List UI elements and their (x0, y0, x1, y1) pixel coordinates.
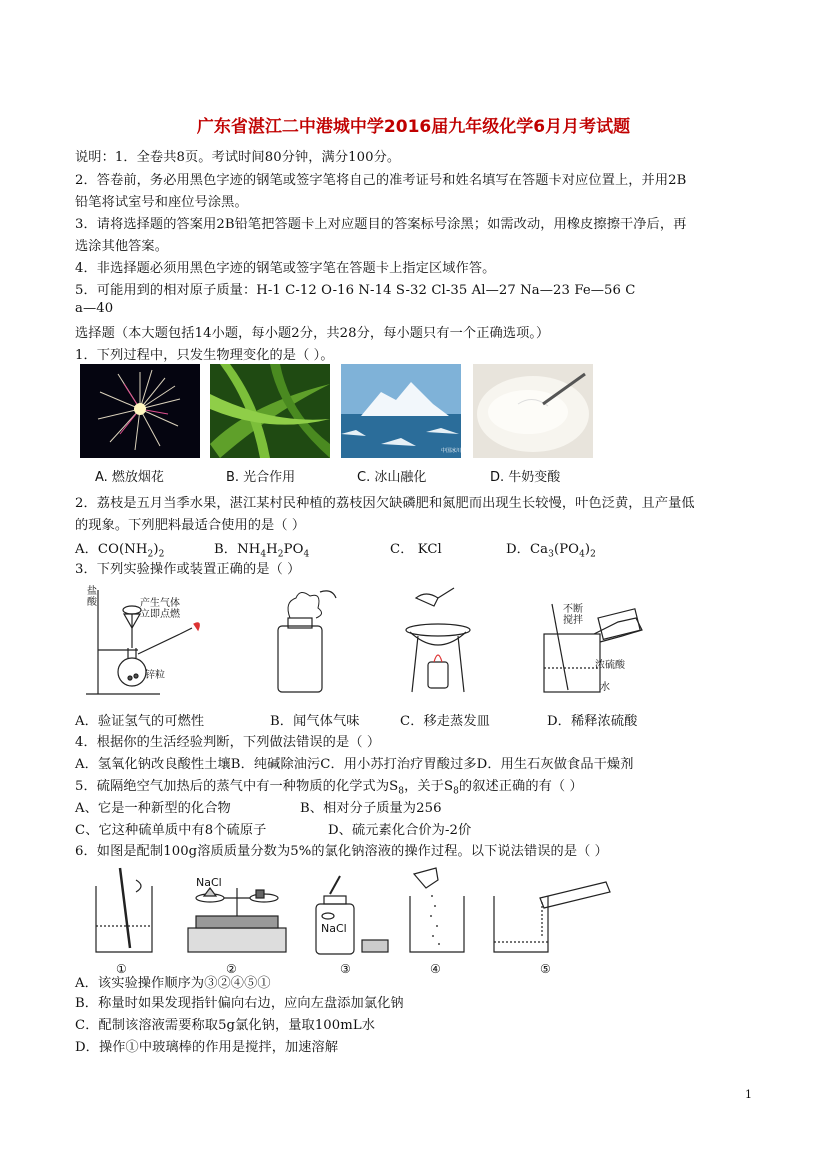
q5-option-a: A、它是一种新型的化合物 (75, 801, 231, 816)
label-gas: 产生气体立即点燃 (140, 598, 180, 620)
question-6-stem: 6．如图是配制100g溶质质量分数为5%的氯化钠溶液的操作过程。以下说法错误的是（ ） (75, 844, 608, 859)
q1-caption-d: D. 牛奶变酸 (490, 470, 561, 485)
photo-watermark: 中国冰川 (441, 448, 462, 454)
q3-option-b: B．闻气体气味 (270, 714, 360, 729)
label-nacl-bottle: NaCl (321, 922, 347, 935)
pouring-solid-diagram (402, 866, 474, 958)
pouring-water-diagram (486, 876, 616, 958)
instruction-line: 5．可能用到的相对原子质量：H-1 C-12 O-16 N-14 S-32 Cl-35 Al—27 Na—23 Fe—56 C (75, 283, 636, 298)
label-stir: 不断搅拌 (563, 604, 583, 626)
evaporating-dish-diagram (398, 588, 478, 696)
section-heading: 选择题（本大题包括14小题，每小题2分，共28分，每小题只有一个正确选项。） (75, 326, 550, 341)
question-4-stem: 4．根据你的生活经验判断，下列做法错误的是（ ） (75, 735, 381, 750)
instruction-line: 铅笔将试室号和座位号涂黑。 (75, 195, 248, 210)
q3-option-a: A．验证氢气的可燃性 (75, 714, 205, 729)
q3-option-d: D．稀释浓硫酸 (547, 714, 638, 729)
q2-option-b: B．$NH_4H_2PO_4$ (214, 542, 310, 560)
plant-leaves-photo (210, 364, 330, 458)
smell-gas-diagram (270, 588, 340, 696)
question-1-stem: 1．下列过程中，只发生物理变化的是（ ）。 (75, 348, 334, 363)
q2-option-c: C． KCl (390, 542, 442, 557)
q6-option-b: B．称量时如果发现指针偏向右边，应向左盘添加氯化钠 (75, 996, 404, 1011)
instruction-line: 选涂其他答案。 (75, 239, 169, 254)
q6-option-d: D．操作①中玻璃棒的作用是搅拌，加速溶解 (75, 1040, 339, 1055)
step-3-label: ③ (340, 962, 351, 976)
instruction-line: 4．非选择题必须用黑色字迹的钢笔或签字笔在答题卡上指定区域作答。 (75, 261, 496, 276)
q1-caption-c: C. 冰山融化 (357, 470, 427, 485)
question-2-stem: 2．荔枝是五月当季水果，湛江某村民种植的荔枝因欠缺磷肥和氮肥而出现生长较慢，叶色泛黄，且产量低 (75, 496, 695, 511)
label-zinc: 锌粒 (145, 670, 165, 681)
q6-option-a: A．该实验操作顺序为③②④⑤① (75, 976, 271, 991)
q5-option-d: D、硫元素化合价为-2价 (328, 823, 472, 838)
instruction-line: 说明：1．全卷共8页。考试时间80分钟，满分100分。 (75, 150, 401, 165)
question-2-stem: 的现象。下列肥料最适合使用的是（ ） (75, 518, 306, 533)
instruction-line: a—40 (75, 301, 114, 316)
page-title: 广东省湛江二中港城中学2016届九年级化学6月月考试题 (196, 117, 631, 137)
step-4-label: ④ (430, 962, 441, 976)
nacl-bottle-diagram (308, 874, 394, 958)
q2-option-a: A．$CO(NH_2)_2$ (75, 542, 165, 560)
q3-option-c: C．移走蒸发皿 (400, 714, 490, 729)
instruction-line: 3．请将选择题的答案用2B铅笔把答题卡上对应题目的答案标号涂黑；如需改动，用橡皮擦擦干净后，再 (75, 217, 687, 232)
q5-option-b: B、相对分子质量为256 (300, 801, 442, 816)
label-water: 水 (600, 682, 610, 693)
question-3-stem: 3．下列实验操作或装置正确的是（ ） (75, 562, 301, 577)
label-nacl-balance: NaCl (196, 876, 222, 889)
milk-bowl-photo (473, 364, 593, 458)
fireworks-photo (80, 364, 200, 458)
page-number: 1 (745, 1088, 752, 1101)
dilution-diagram (538, 604, 646, 696)
instruction-line: 2．答卷前，务必用黑色字迹的钢笔或签字笔将自己的准考证号和姓名填写在答题卡对应位置上，并用2B (75, 173, 687, 188)
q1-caption-a: A. 燃放烟花 (95, 470, 164, 485)
iceberg-photo (341, 364, 461, 458)
step-2-label: ② (226, 962, 237, 976)
question-5-stem: 5．硫隔绝空气加热后的蒸气中有一种物质的化学式为$S_8$，关于$S_8$的叙述正确的有（ ） (75, 779, 583, 797)
q4-options: A．氢氧化钠改良酸性土壤B．纯碱除油污C．用小苏打治疗胃酸过多D．用生石灰做食品干燥剂 (75, 757, 634, 772)
step-5-label: ⑤ (540, 962, 551, 976)
label-conc-acid: 浓硫酸 (595, 660, 625, 671)
q5-option-c: C、它这种硫单质中有8个硫原子 (75, 823, 267, 838)
q2-option-d: D．$Ca_3(PO_4)_2$ (506, 542, 596, 560)
label-acid: 盐酸 (87, 586, 97, 608)
stirring-beaker-diagram (90, 866, 162, 958)
q6-option-c: C．配制该溶液需要称取5g氯化钠，量取100mL水 (75, 1018, 376, 1033)
q1-caption-b: B. 光合作用 (226, 470, 296, 485)
step-1-label: ① (116, 962, 127, 976)
